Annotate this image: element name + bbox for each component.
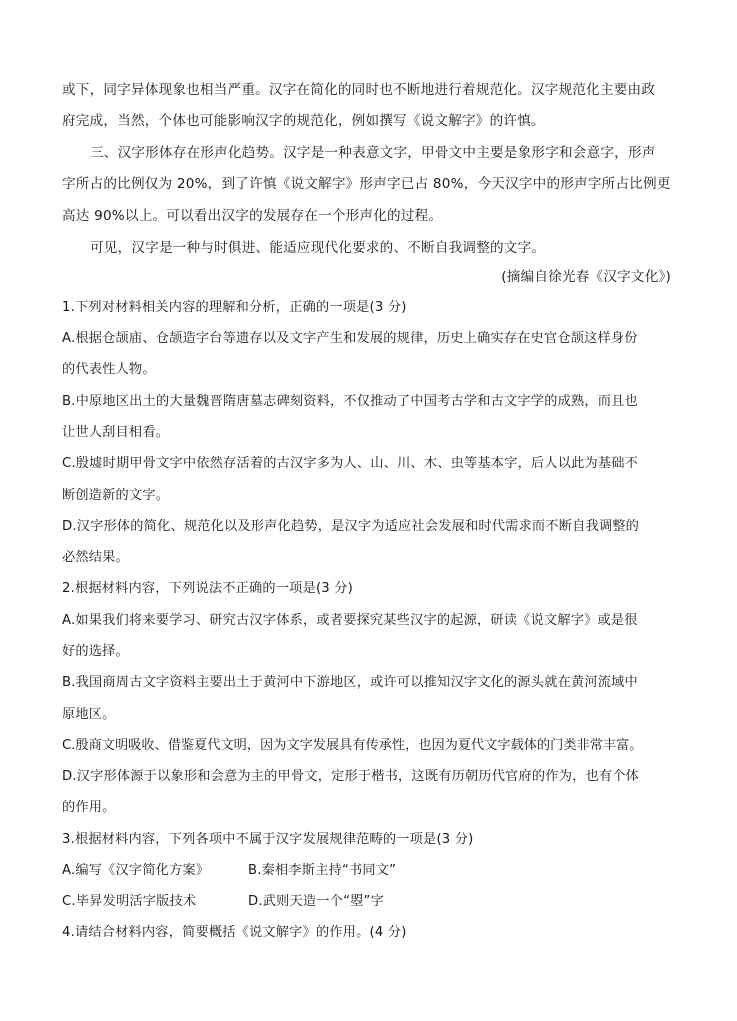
question-1-option-a: 的代表性人物。 <box>62 362 156 377</box>
passage-line: 或下，同字异体现象也相当严重。汉字在简化的同时也不断地进行着规范化。汉字规范化主要由政 <box>62 82 656 98</box>
passage-line: 字所占的比例仅为 20%，到了许慎《说文解字》形声字已占 80%，今天汉字中的形声字所占比例更 <box>62 176 671 192</box>
question-3-option-d: D.武则天造一个“曌”字 <box>248 894 384 909</box>
question-1-stem: 1.下列对材料相关内容的理解和分析，正确的一项是(3 分) <box>62 300 407 315</box>
passage-line: 三、汉字形体存在形声化趋势。汉字是一种表意文字，甲骨文中主要是象形字和会意字，形声 <box>90 145 656 161</box>
question-1-option-c: 断创造新的文字。 <box>62 488 170 503</box>
passage-line: 高达 90%以上。可以看出汉字的发展存在一个形声化的过程。 <box>62 208 443 224</box>
question-1-option-d: 必然结果。 <box>62 550 129 565</box>
question-2-option-d: D.汉字形体源于以象形和会意为主的甲骨文，定形于楷书，这既有历朝历代官府的作为，也有个体 <box>62 769 640 784</box>
passage-line: 府完成，当然，个体也可能影响汉字的规范化，例如撰写《说文解字》的许慎。 <box>62 113 545 129</box>
question-2-stem: 2.根据材料内容，下列说法不正确的一项是(3 分) <box>62 581 354 596</box>
question-2-option-d: 的作用。 <box>62 800 116 815</box>
question-2-option-b: B.我国商周古文字资料主要出土于黄河中下游地区，或许可以推知汉字文化的源头就在黄河流域中 <box>62 675 638 690</box>
question-1-option-a: A.根据仓颉庙、仓颉造字台等遗存以及文字产生和发展的规律，历史上确实存在史官仓颉这样身份 <box>62 331 638 346</box>
passage-line: 可见，汉字是一种与时俱进、能适应现代化要求的、不断自我调整的文字。 <box>90 240 546 256</box>
question-4-stem: 4.请结合材料内容，简要概括《说文解字》的作用。(4 分) <box>62 925 407 940</box>
question-1-option-b: B.中原地区出土的大量魏晋隋唐墓志碑刻资料，不仅推动了中国考古学和古文字学的成熟，而且也 <box>62 394 638 409</box>
question-1-option-c: C.殷墟时期甲骨文字中依然存活着的古汉字多为人、山、川、木、虫等基本字，后人以此为基础不 <box>62 456 639 471</box>
question-3-option-a: A.编写《汉字简化方案》 <box>62 863 210 878</box>
question-1-option-d: D.汉字形体的简化、规范化以及形声化趋势，是汉字为适应社会发展和时代需求而不断自我调整的 <box>62 519 640 534</box>
question-1-option-b: 让世人刮目相看。 <box>62 425 170 440</box>
question-2-option-a: 好的选择。 <box>62 644 129 659</box>
question-2-option-b: 原地区。 <box>62 707 116 722</box>
source-citation: (摘编自徐光春《汉字文化》) <box>501 269 671 285</box>
question-3-option-c: C.毕昇发明活字版技术 <box>62 894 197 909</box>
question-2-option-c: C.殷商文明吸收、借鉴夏代文明，因为文字发展具有传承性，也因为夏代文字载体的门类非常丰富。 <box>62 738 643 753</box>
question-3-option-b: B.秦相李斯主持“书同文” <box>248 863 397 878</box>
question-2-option-a: A.如果我们将来要学习、研究古汉字体系，或者要探究某些汉字的起源，研读《说文解字》或是很 <box>62 613 638 628</box>
question-3-stem: 3.根据材料内容，下列各项中不属于汉字发展规律范畴的一项是(3 分) <box>62 832 474 847</box>
